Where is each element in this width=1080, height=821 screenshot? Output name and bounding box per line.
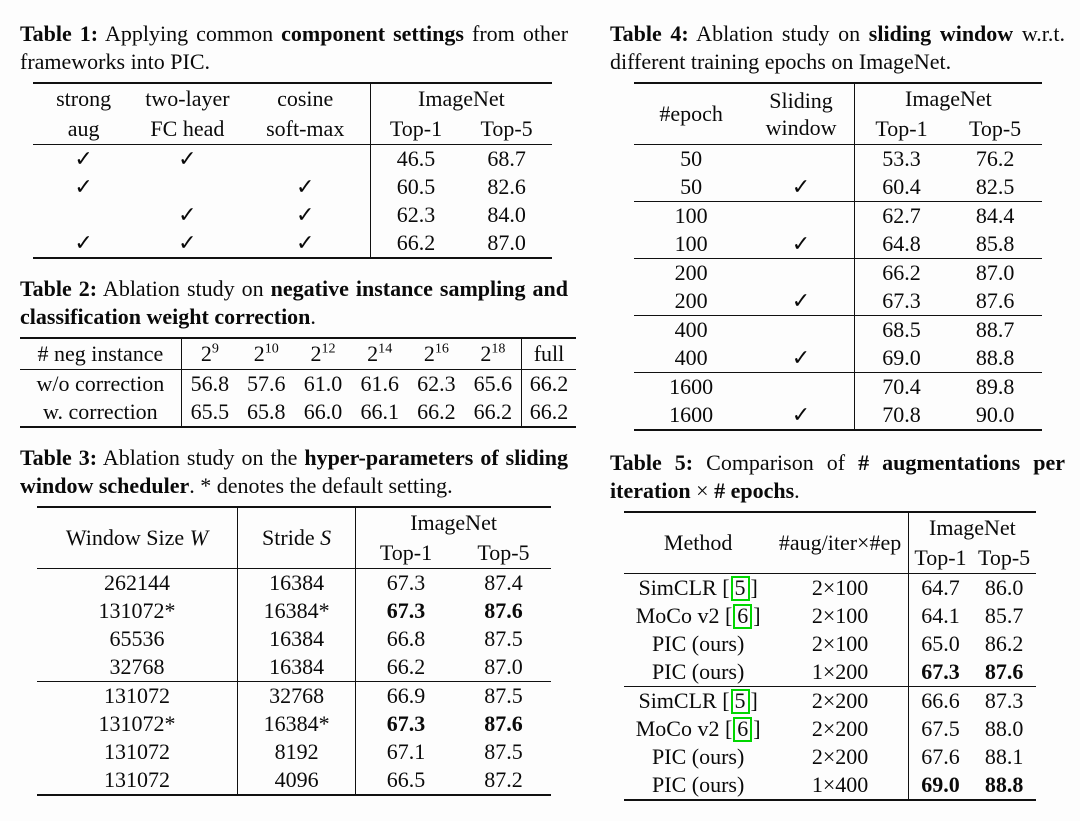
- body-cell: 2×100: [811, 631, 869, 656]
- table-row: [634, 145, 1042, 174]
- body-cell: 16384*: [237, 710, 355, 738]
- caption-segment: Comparison of: [693, 450, 859, 475]
- exponent: 18: [491, 340, 506, 357]
- table-row: [634, 373, 1042, 402]
- table-row: [20, 370, 576, 399]
- exponent: 16: [434, 340, 449, 357]
- header-cell: Top-1: [854, 114, 948, 145]
- body-cell: [748, 202, 854, 231]
- checkmark: ✓: [791, 345, 811, 370]
- caption-segment: .: [794, 477, 800, 503]
- body-cell: 67.6: [908, 743, 972, 771]
- body-cell: 131072: [37, 682, 237, 711]
- table-row: [624, 743, 1036, 771]
- body-cell: 66.9: [356, 682, 456, 711]
- header-cell: strong: [56, 86, 112, 111]
- table-row: [624, 715, 1036, 743]
- body-cell: 65.0: [908, 630, 972, 658]
- body-cell: PIC (ours): [652, 772, 745, 797]
- body-cell: SimCLR [ 5 ]: [638, 575, 758, 600]
- body-cell: 32768: [109, 654, 165, 679]
- header-row: [33, 114, 552, 145]
- body-cell: 66.1: [360, 399, 399, 424]
- body-cell: 100: [674, 231, 708, 256]
- math-variable: S: [320, 525, 332, 550]
- body-cell: 1600: [634, 373, 748, 402]
- table-row: [634, 259, 1042, 288]
- body-cell: 16384: [237, 625, 355, 653]
- body-cell: 2×200: [811, 716, 869, 741]
- table-2-caption: [20, 275, 568, 330]
- checkmark: ✓: [178, 146, 197, 171]
- table-row: [634, 344, 1042, 373]
- header-cell: Top-5: [972, 543, 1036, 574]
- body-cell: 50: [680, 174, 703, 199]
- body-cell: MoCo v2 [ 6 ]: [635, 603, 761, 628]
- body-cell: 66.2: [521, 398, 576, 427]
- body-cell: 200: [674, 288, 708, 313]
- body-cell: MoCo v2 [ 6 ]: [635, 716, 761, 741]
- body-cell: SimCLR [ 5 ]: [624, 687, 772, 716]
- table-5-caption: [610, 449, 1065, 504]
- table-row: [37, 710, 551, 738]
- table-row: [37, 653, 551, 682]
- table-4-section: [610, 20, 1070, 431]
- checkmark: ✓: [296, 230, 315, 255]
- caption-segment: Table 1:: [20, 21, 99, 46]
- body-cell: 56.8: [181, 370, 238, 399]
- body-cell: 87.6: [984, 659, 1024, 684]
- header-cell: Top-5: [461, 114, 552, 145]
- body-cell: 61.0: [303, 371, 343, 396]
- body-cell: 90.0: [975, 402, 1015, 427]
- body-cell: [748, 145, 854, 174]
- body-cell: w/o correction: [36, 371, 165, 396]
- table-3-caption: [20, 444, 568, 499]
- body-cell: 1×400: [811, 772, 869, 797]
- table-3: [37, 506, 551, 796]
- body-cell: 65.6: [473, 371, 513, 396]
- table-row: [37, 625, 551, 653]
- header-cell: Top-5: [456, 538, 551, 569]
- body-cell: 200: [634, 259, 748, 288]
- header-row: [624, 512, 1036, 543]
- header-cell: ImageNet: [854, 83, 1042, 114]
- body-cell: 86.2: [984, 631, 1024, 656]
- body-cell: [33, 201, 134, 229]
- caption-segment: Table 5:: [610, 450, 694, 475]
- body-cell: 87.6: [484, 711, 523, 736]
- header-cell: ImageNet: [356, 507, 551, 538]
- caption-segment: w.r.t. different training epochs on ImageNet.: [610, 21, 1066, 74]
- checkmark: ✓: [791, 231, 811, 256]
- header-cell: $2^9$: [181, 338, 238, 370]
- body-cell: 1600: [669, 402, 714, 427]
- body-cell: 64.8: [854, 230, 948, 259]
- header-cell: Method: [624, 512, 772, 574]
- body-cell: 67.3: [356, 710, 456, 738]
- body-cell: 2×200: [772, 687, 908, 716]
- body-cell: 87.3: [972, 687, 1036, 716]
- body-cell: 67.3: [854, 287, 948, 316]
- table-4-caption: [610, 20, 1065, 75]
- body-cell: 87.5: [484, 626, 523, 651]
- body-cell: 60.5: [370, 173, 461, 201]
- caption-segment: Ablation study on: [97, 276, 271, 301]
- table-row: [634, 202, 1042, 231]
- table-5-section: [610, 449, 1070, 801]
- body-cell: 62.3: [370, 201, 461, 229]
- body-cell: 87.2: [484, 767, 523, 792]
- caption-segment: component settings: [281, 21, 464, 46]
- body-cell: 262144: [103, 570, 170, 595]
- header-cell: soft-max: [241, 114, 371, 145]
- body-cell: 82.6: [487, 174, 526, 199]
- body-cell: 67.3: [908, 658, 972, 687]
- table-row: [634, 316, 1042, 345]
- body-cell: 400: [634, 316, 748, 345]
- body-cell: 2×200: [811, 744, 869, 769]
- header-cell: #aug/iter×#ep: [772, 512, 908, 574]
- table-row: [37, 597, 551, 625]
- body-cell: 131072: [103, 739, 170, 764]
- body-cell: 87.4: [484, 570, 523, 595]
- body-cell: PIC (ours): [652, 659, 745, 684]
- header-row: [33, 83, 552, 114]
- body-cell: 69.0: [908, 771, 972, 800]
- body-cell: 84.4: [948, 202, 1042, 231]
- body-cell: 1×200: [811, 659, 869, 684]
- table-row: [33, 201, 552, 229]
- body-cell: 46.5: [370, 145, 461, 174]
- body-cell: 87.0: [487, 230, 526, 255]
- body-cell: 66.2: [854, 259, 948, 288]
- header-cell: # neg instance: [20, 338, 181, 370]
- table-row: [37, 682, 551, 711]
- checkmark: ✓: [791, 288, 811, 313]
- body-cell: 8192: [237, 738, 355, 766]
- body-cell: 64.1: [908, 602, 972, 630]
- body-cell: 86.0: [984, 575, 1024, 600]
- citation-link[interactable]: 5: [731, 576, 750, 601]
- table-row: [634, 287, 1042, 316]
- body-cell: 70.8: [854, 401, 948, 430]
- header-cell: Sliding window: [748, 83, 854, 145]
- body-cell: 89.8: [948, 373, 1042, 402]
- table-row: [33, 145, 552, 174]
- body-cell: 87.5: [456, 682, 551, 711]
- body-cell: [748, 259, 854, 288]
- body-cell: [748, 373, 854, 402]
- body-cell: 16384*: [237, 597, 355, 625]
- body-cell: PIC (ours): [652, 631, 745, 656]
- body-cell: 32768: [237, 682, 355, 711]
- body-cell: 400: [674, 345, 708, 370]
- body-cell: 82.5: [975, 174, 1015, 199]
- body-cell: 76.2: [975, 146, 1015, 171]
- header-cell: FC head: [134, 114, 240, 145]
- table-row: [624, 574, 1036, 603]
- body-cell: 87.6: [975, 288, 1015, 313]
- body-cell: 100: [634, 202, 748, 231]
- body-cell: 66.2: [370, 229, 461, 258]
- body-cell: 62.3: [417, 371, 456, 396]
- body-cell: 88.8: [975, 345, 1015, 370]
- header-cell: ImageNet: [370, 83, 552, 114]
- body-cell: [134, 173, 240, 201]
- table-row: [37, 569, 551, 598]
- header-cell: full: [521, 338, 576, 370]
- table-3-section: [20, 444, 576, 796]
- body-cell: 66.2: [356, 653, 456, 682]
- checkmark: ✓: [178, 230, 197, 255]
- body-cell: PIC (ours): [652, 744, 745, 769]
- math-variable: W: [189, 525, 209, 550]
- body-cell: 66.2: [417, 399, 456, 424]
- caption-segment: negative instance sampling and classification weight correction: [20, 276, 568, 329]
- body-cell: [241, 145, 371, 174]
- checkmark: ✓: [791, 402, 811, 427]
- caption-segment: hyper-parameters of sliding window scheduler: [20, 445, 569, 498]
- body-cell: 66.5: [356, 766, 456, 795]
- table-row: [37, 766, 551, 795]
- body-cell: 87.5: [484, 739, 523, 764]
- body-cell: 85.8: [975, 231, 1015, 256]
- header-cell: $2^{14}$: [351, 338, 408, 370]
- header-cell: Top-1: [356, 538, 456, 569]
- body-cell: 2×100: [811, 575, 869, 600]
- header-cell: two-layer: [145, 86, 230, 111]
- citation-link[interactable]: 5: [731, 689, 750, 714]
- checkmark: ✓: [74, 146, 93, 171]
- checkmark: ✓: [178, 202, 197, 227]
- header-cell: Top-5: [948, 114, 1042, 145]
- caption-segment: . * denotes the default setting.: [189, 472, 453, 498]
- caption-segment: # augmentations per iteration: [610, 450, 1066, 503]
- exponent: 9: [211, 340, 219, 357]
- header-cell: cosine: [277, 86, 334, 111]
- exponent: 10: [264, 340, 279, 357]
- caption-segment: # epochs: [714, 477, 795, 503]
- body-cell: 67.5: [908, 715, 972, 743]
- header-cell: Window Size W: [37, 507, 237, 569]
- body-cell: 87.0: [948, 259, 1042, 288]
- body-cell: 70.4: [854, 373, 948, 402]
- body-cell: 50: [680, 146, 703, 171]
- body-cell: 57.6: [247, 371, 286, 396]
- table-row: [624, 771, 1036, 800]
- table-row: [20, 398, 576, 427]
- header-row: [20, 338, 576, 370]
- body-cell: 131072*: [98, 711, 176, 736]
- body-cell: 69.0: [854, 344, 948, 373]
- table-4: [634, 82, 1042, 431]
- body-cell: w. correction: [43, 399, 158, 424]
- citation-link[interactable]: 6: [733, 717, 752, 742]
- body-cell: 61.6: [360, 371, 399, 396]
- body-cell: 88.8: [984, 772, 1024, 797]
- body-cell: 131072*: [98, 598, 176, 623]
- body-cell: 60.4: [854, 173, 948, 202]
- header-cell: $2^{18}$: [465, 338, 522, 370]
- body-cell: 16384: [237, 569, 355, 598]
- body-cell: 88.0: [984, 716, 1024, 741]
- header-cell: $2^{16}$: [408, 338, 465, 370]
- header-row: [634, 83, 1042, 114]
- table-row: [624, 658, 1036, 687]
- body-cell: 67.3: [356, 597, 456, 625]
- body-cell: 16384: [237, 653, 355, 682]
- table-1-section: [20, 20, 576, 259]
- header-cell: Top-1: [370, 114, 461, 145]
- body-cell: 131072: [103, 767, 170, 792]
- table-5: [624, 511, 1036, 801]
- body-cell: 88.1: [984, 744, 1024, 769]
- body-cell: 65.8: [247, 399, 286, 424]
- header-row: [37, 507, 551, 538]
- citation-link[interactable]: 6: [733, 604, 752, 629]
- checkmark: ✓: [74, 230, 93, 255]
- body-cell: 2×100: [811, 603, 869, 628]
- body-cell: [748, 316, 854, 345]
- body-cell: 66.6: [908, 687, 972, 716]
- caption-segment: sliding window: [868, 21, 1014, 46]
- checkmark: ✓: [296, 174, 315, 199]
- header-cell: #epoch: [634, 83, 748, 145]
- table-row: [634, 230, 1042, 259]
- caption-segment: Table 2:: [20, 276, 98, 301]
- table-row: [624, 602, 1036, 630]
- caption-segment: Ablation study on the: [97, 445, 305, 470]
- body-cell: 66.2: [521, 370, 576, 399]
- body-cell: 87.6: [484, 598, 523, 623]
- body-cell: 84.0: [487, 202, 526, 227]
- body-cell: 66.8: [356, 625, 456, 653]
- caption-segment: Applying common: [98, 21, 282, 46]
- body-cell: 68.7: [487, 146, 526, 171]
- body-cell: 4096: [237, 766, 355, 795]
- left-column: [20, 20, 576, 821]
- caption-segment: .: [310, 303, 316, 329]
- header-cell: $2^{12}$: [295, 338, 352, 370]
- body-cell: 62.7: [854, 202, 948, 231]
- body-cell: 85.7: [984, 603, 1024, 628]
- checkmark: ✓: [791, 174, 811, 199]
- header-cell: Top-1: [908, 543, 972, 574]
- body-cell: 53.3: [854, 145, 948, 174]
- body-cell: 67.1: [356, 738, 456, 766]
- table-2: [20, 337, 576, 428]
- checkmark: ✓: [74, 174, 93, 199]
- body-cell: 87.0: [484, 654, 523, 679]
- body-cell: 66.2: [473, 399, 513, 424]
- right-column: [610, 20, 1070, 821]
- body-cell: 88.7: [948, 316, 1042, 345]
- body-cell: 68.5: [854, 316, 948, 345]
- table-row: [33, 229, 552, 258]
- table-1: [33, 82, 552, 259]
- caption-segment: from other frameworks into PIC.: [20, 21, 569, 74]
- header-cell: aug: [33, 114, 134, 145]
- table-1-caption: [20, 20, 568, 75]
- caption-segment: Table 3:: [20, 445, 98, 470]
- table-row: [634, 173, 1042, 202]
- body-cell: 67.3: [356, 569, 456, 598]
- caption-segment: ×: [690, 477, 715, 503]
- header-cell: ImageNet: [908, 512, 1036, 543]
- caption-segment: Table 4:: [610, 21, 689, 46]
- exponent: 12: [321, 340, 336, 357]
- body-cell: 66.0: [303, 399, 343, 424]
- body-cell: 65.5: [181, 398, 238, 427]
- table-row: [33, 173, 552, 201]
- table-row: [37, 738, 551, 766]
- exponent: 14: [378, 340, 393, 357]
- body-cell: 64.7: [908, 574, 972, 603]
- table-row: [624, 630, 1036, 658]
- table-row: [634, 401, 1042, 430]
- table-row: [624, 687, 1036, 716]
- table-2-section: [20, 275, 576, 428]
- header-cell: $2^{10}$: [238, 338, 295, 370]
- checkmark: ✓: [296, 202, 315, 227]
- header-cell: Stride S: [237, 507, 355, 569]
- body-cell: 65536: [109, 626, 165, 651]
- caption-segment: Ablation study on: [688, 21, 869, 46]
